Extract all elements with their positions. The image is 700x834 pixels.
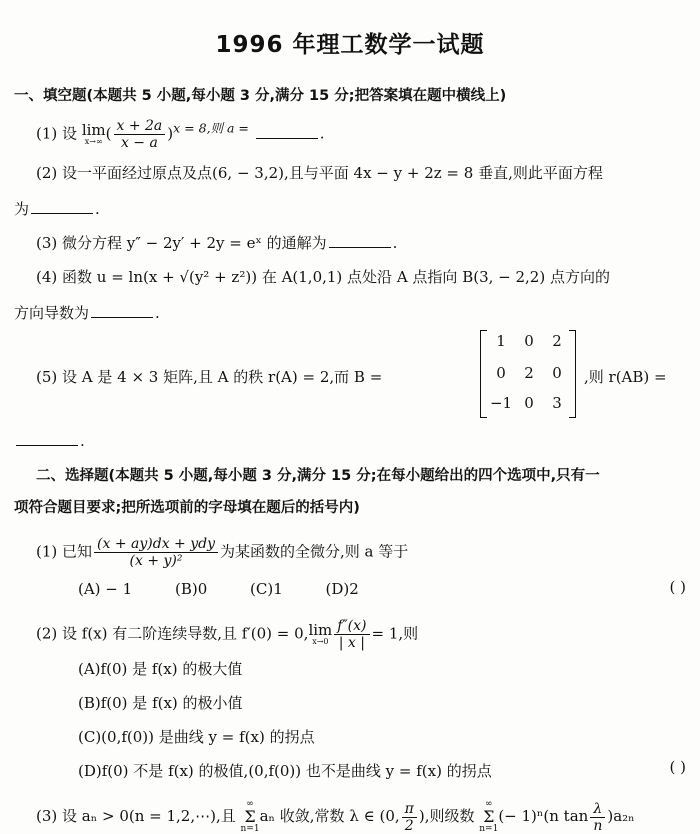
q3-text: (3) 微分方程 y″ − 2y′ + 2y = eˣ 的通解为 — [36, 234, 327, 252]
option-d[interactable]: (D)f(0) 不是 f(x) 的极值,(0,f(0)) 也不是曲线 y = f(x) 的拐点 — [78, 762, 492, 780]
matrix-right-bracket — [569, 330, 576, 418]
s1-question-4: (4) 函数 u = ln(x + √(y² + z²)) 在 A(1,0,1) 点处沿 A 点指向 B(3, − 2,2) 点方向的 — [36, 268, 610, 286]
q4-end: . — [155, 304, 160, 322]
fraction-numerator: λ — [590, 801, 605, 818]
s2-q1-options — [78, 580, 397, 598]
lim-text: lim — [81, 121, 106, 139]
q1-post: 为某函数的全微分,则 a 等于 — [220, 542, 409, 561]
q1-fraction — [94, 536, 218, 569]
matrix-cell: 0 — [524, 394, 534, 412]
fraction-numerator: f″(x) — [334, 618, 369, 635]
q2-cont-text: 为 — [14, 200, 30, 218]
q1-post: x = 8,则 a = — [173, 120, 249, 136]
answer-blank[interactable] — [91, 305, 153, 318]
q1-prefix: (1) 设 — [36, 124, 78, 143]
answer-blank[interactable] — [329, 235, 391, 248]
matrix-cell: 1 — [496, 332, 506, 350]
q3-end: . — [392, 234, 398, 252]
lim-subscript: x→∞ — [84, 137, 103, 146]
limit-symbol — [308, 623, 332, 646]
option-b[interactable]: (B)0 — [174, 580, 208, 598]
answer-blank[interactable] — [16, 433, 78, 446]
option-b[interactable]: (B)f(0) 是 f(x) 的极小值 — [78, 694, 243, 712]
s1-question-5: (5) 设 A 是 4 × 3 矩阵,且 A 的秩 r(A) = 2,而 B = — [36, 368, 383, 386]
matrix-b — [480, 330, 576, 416]
s1-question-5-cont — [14, 432, 85, 450]
sum-upper: ∞ — [246, 799, 254, 809]
q3-text-3: (− 1)ⁿ(n tan — [498, 807, 589, 825]
fraction-denominator: 2 — [404, 817, 414, 834]
matrix-left-bracket — [480, 330, 487, 418]
q2-end: . — [95, 200, 100, 218]
s1-question-4-cont — [14, 302, 160, 323]
q2-prefix: (2) 设 f(x) 有二阶连续导数,且 f′(0) = 0, — [36, 624, 309, 643]
fraction-numerator: π — [402, 801, 417, 818]
q3-text-1: aₙ 收敛,常数 λ ∈ (0, — [259, 807, 400, 825]
fraction-denominator: | x | — [338, 635, 365, 651]
lim-subscript: x→0 — [312, 637, 329, 646]
matrix-cell: −1 — [489, 394, 513, 412]
option-c[interactable]: (C)(0,f(0)) 是曲线 y = f(x) 的拐点 — [78, 728, 315, 746]
s1-question-2-cont — [14, 198, 100, 219]
fraction-denominator: (x + y)² — [129, 553, 183, 569]
q3-prefix: (3) 设 aₙ > 0(n = 1,2,⋯),且 — [36, 807, 236, 825]
section2-heading: 二、选择题(本题共 5 小题,每小题 3 分,满分 15 分;在每小题给出的四个选项中,只有一 — [36, 468, 600, 484]
answer-blank[interactable] — [31, 201, 93, 214]
matrix-cell: 2 — [524, 364, 534, 382]
q2-fraction — [334, 618, 369, 651]
lim-text: lim — [308, 621, 333, 639]
summation-symbol — [241, 800, 260, 834]
summation-symbol — [479, 800, 498, 834]
s1-question-2: (2) 设一平面经过原点及点(6, − 3,2),且与平面 4x − y + 2z = 8 垂直,则此平面方程 — [36, 164, 603, 182]
q1-end: . — [319, 124, 325, 143]
limit-symbol — [82, 123, 106, 146]
q3-text-2: ),则级数 — [418, 807, 475, 825]
sum-lower: n=1 — [479, 824, 499, 834]
matrix-cell: 2 — [552, 332, 562, 350]
answer-blank[interactable] — [256, 126, 318, 139]
sigma: Σ — [244, 807, 256, 826]
option-a[interactable]: (A)f(0) 是 f(x) 的极大值 — [78, 660, 243, 678]
q5-post: ,则 r(AB) = — [584, 368, 667, 386]
pi-fraction — [402, 801, 417, 834]
option-d[interactable]: (D)2 — [325, 580, 359, 598]
section2-heading-cont: 项符合题目要求;把所选项前的字母填在题后的括号内) — [14, 500, 360, 516]
answer-parentheses[interactable]: ( ) — [669, 578, 686, 596]
q2-post: = 1,则 — [371, 624, 419, 643]
matrix-cell: 0 — [552, 364, 562, 382]
section1-heading: 一、填空题(本题共 5 小题,每小题 3 分,满分 15 分;把答案填在题中横线上) — [14, 88, 507, 104]
fraction-numerator: x + 2a — [114, 118, 166, 135]
fraction-denominator: x − a — [120, 135, 158, 151]
s2-question-2 — [36, 618, 418, 651]
sum-lower: n=1 — [240, 824, 260, 834]
answer-parentheses[interactable]: ( ) — [669, 758, 686, 776]
s2-question-3 — [36, 800, 635, 834]
lambda-fraction — [590, 801, 605, 834]
sum-upper: ∞ — [485, 799, 493, 809]
fraction-numerator: (x + ay)dx + ydy — [94, 536, 218, 553]
page-title: 1996 年理工数学一试题 — [215, 32, 485, 58]
matrix-cell: 0 — [496, 364, 506, 382]
matrix-cell: 0 — [524, 332, 534, 350]
matrix-cell: 3 — [552, 394, 562, 412]
sigma: Σ — [483, 807, 495, 826]
q4-cont-text: 方向导数为 — [14, 304, 90, 322]
s2-question-1 — [36, 536, 408, 569]
s1-question-1: (1) 设 lim x→∞ ( $\frac{x + 2a}{x - a}$ )$^{x = 8,则 a =}$ . — [36, 118, 325, 151]
q5-end: . — [80, 432, 85, 450]
fraction-denominator: n — [593, 817, 603, 834]
q1-fraction — [114, 118, 166, 151]
q3-text-4: )a₂ₙ — [607, 807, 635, 825]
option-c[interactable]: (C)1 — [250, 580, 283, 598]
option-a[interactable]: (A) − 1 — [78, 580, 133, 598]
s1-question-3 — [36, 232, 397, 253]
q1-prefix: (1) 已知 — [36, 542, 93, 561]
